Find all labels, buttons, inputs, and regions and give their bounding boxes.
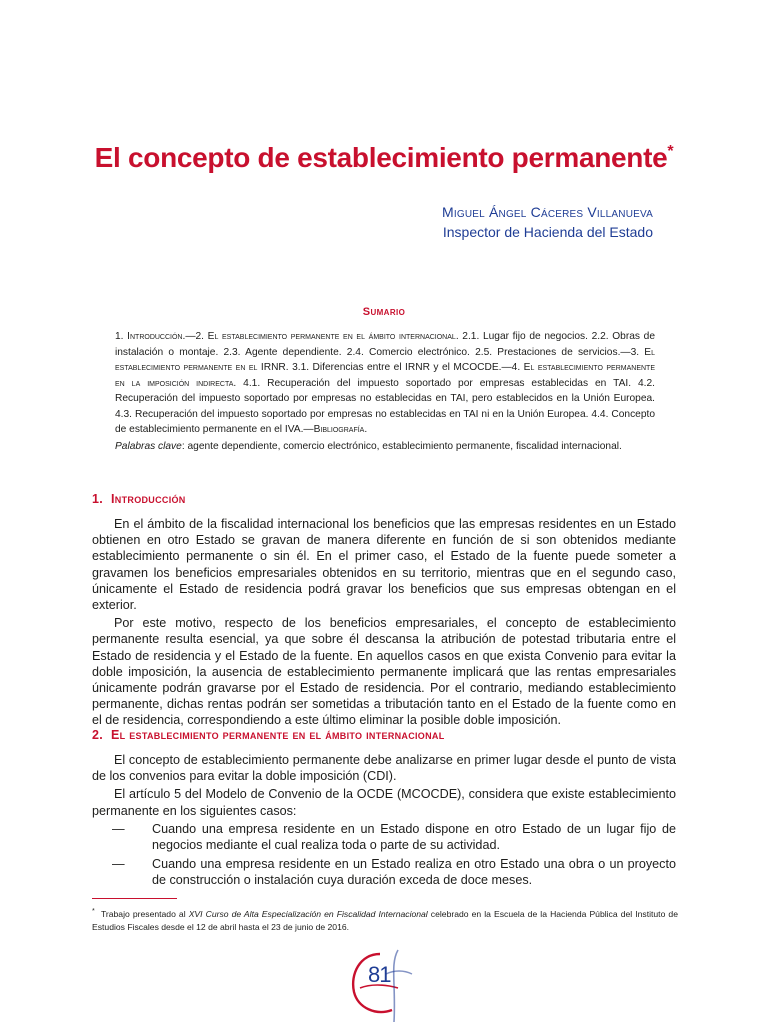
- sumario-section-name: El establecimiento permanente en el: [115, 346, 655, 373]
- section-title-1: Introducción: [111, 492, 186, 506]
- footnote-text-after: celebrado en la Escuela de la Hacienda Pública del Instituto de Estudios Fiscales desde el 12 de abril hasta el 23 de junio de 2016.: [92, 908, 678, 932]
- sumario-section-name: Introducción: [127, 331, 183, 342]
- footnote-text-before: Trabajo presentado al: [100, 908, 189, 919]
- author-name: Miguel Ángel Cáceres Villanueva: [442, 204, 653, 220]
- paragraph: El artículo 5 del Modelo de Convenio de la OCDE (MCOCDE), considera que existe establecimiento permanente en los siguientes casos:: [92, 787, 676, 818]
- sumario-segment: IRNR. 3.1. Diferencias entre el IRNR y el MCOCDE.—4.: [257, 362, 524, 373]
- author-role: Inspector de Hacienda del Estado: [442, 224, 653, 240]
- footnote-mark: *: [92, 907, 95, 915]
- dash-bullet: —: [112, 821, 125, 836]
- list-item: [92, 821, 676, 853]
- footnote-course-name: XVI Curso de Alta Especialización en Fiscalidad Internacional: [188, 908, 428, 919]
- keywords-line: [115, 439, 660, 454]
- sumario-heading: Sumario: [362, 306, 406, 318]
- section-title-2: El establecimiento permanente en el ámbito internacional: [111, 728, 445, 742]
- paragraph: Por este motivo, respecto de los beneficios empresariales, el concepto de establecimiento permanente resulta esencial, ya que sobre él descansa la atribución de potestad tributaria entre el Estado de residencia y el Estado de la fuente. En aquellos casos en que exista Convenio para evitar la doble imposición, la ausencia de establecimiento permanente implicará que las rentas empresariales únicamente podrán gravarse por el Estado de residencia. Por el contrario, mediando establecimiento permanente, dichas rentas podrán ser sometidas a tributación tanto en el Estado de la fuente como en el de residencia, correspondiendo a este último eliminar la posible doble imposición.: [92, 616, 676, 728]
- article-title: [0, 138, 768, 178]
- list-item-text: Cuando una empresa residente en un Estado realiza en otro Estado una obra o un proyecto de construcción o instalación cuya duración exceda de doce meses.: [152, 857, 676, 888]
- sumario-section-name: Bibliografía: [313, 424, 365, 435]
- title-footnote-mark: *: [667, 143, 674, 160]
- paragraph: El concepto de establecimiento permanente debe analizarse en primer lugar desde el punto de vista de los convenios para evitar la doble imposición (CDI).: [92, 753, 676, 784]
- paragraph: En el ámbito de la fiscalidad internacional los beneficios que las empresas residentes en un Estado obtienen en otro Estado se gravan de manera diferente en función de si son obtenidos mediante establecimiento permanente o sin él. En el primer caso, el Estado de la fuente puede someter a gravamen los beneficios empresariales obtenidos en su territorio, mientras que en el segundo caso, únicamente el Estado de residencia podrá gravar los beneficios que sus empresas obtengan en el exterior.: [92, 517, 676, 613]
- keywords-text: : agente dependiente, comercio electrónico, establecimiento permanente, fiscalidad internacional.: [181, 441, 622, 452]
- sumario-segment: . 2.1. Lugar fijo de negocios. 2.2. Obras de instalación o montaje. 2.3. Agente dependiente. 2.4. Comercio electrónico. 2.5. Prestaciones de servicios.—3.: [115, 331, 655, 358]
- section-body-2: [92, 752, 676, 892]
- footnote: [92, 905, 678, 934]
- footnote-separator: [92, 898, 177, 899]
- sumario-segment: .: [364, 424, 368, 435]
- section-heading-2: [92, 728, 445, 742]
- section-heading-1: [92, 492, 186, 506]
- sumario-section-name: El establecimiento permanente en el ámbito internacional: [207, 331, 456, 342]
- article-title-text: El concepto de establecimiento permanente: [94, 142, 668, 173]
- section-body-1: [92, 516, 676, 731]
- sumario-section-name: El establecimiento permanente en la imposición indirecta: [115, 362, 655, 389]
- keywords-label: Palabras clave: [115, 441, 182, 452]
- sumario-segment: .—2.: [182, 331, 208, 342]
- sumario-text: [115, 329, 655, 438]
- dash-bullet: —: [112, 857, 125, 872]
- section-number-2: 2.: [92, 728, 104, 742]
- page-number: 81: [368, 962, 391, 987]
- author-block: [442, 202, 653, 242]
- sumario-segment: 1.: [115, 331, 128, 342]
- list-item-text: Cuando una empresa residente en un Estado dispone en otro Estado de un lugar fijo de negocios mediante el cual realiza toda o parte de su actividad.: [152, 821, 676, 853]
- section-number-1: 1.: [92, 492, 104, 506]
- list-item: [92, 856, 676, 888]
- sumario-segment: . 4.1. Recuperación del impuesto soportado por empresas establecidas en TAI. 4.2. Recuperación del impuesto soportado por empresas no establecidas en TAI, pero establecidos en la Unión Europea. 4.3. Recuperación del impuesto soportado por empresas no establecidas en TAI ni en la Unión Europea. 4.4. Concepto de establecimiento permanente en el IVA.—: [115, 377, 655, 435]
